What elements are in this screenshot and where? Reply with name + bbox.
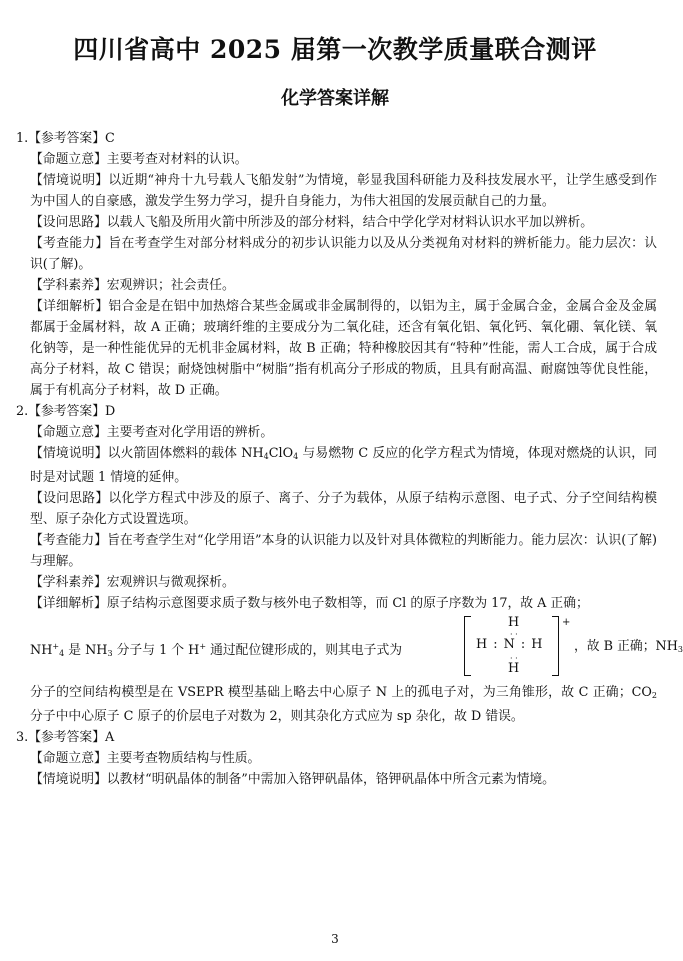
paragraph: 【学科素养】宏观辨识；社会责任。 <box>30 278 235 293</box>
text-run: 与易燃物 C 反应的化学方程式为情境，体现对燃烧的认识，同时是对试题 1 情境的延伸。 <box>30 446 657 485</box>
document-body <box>16 128 683 790</box>
electron-formula-line <box>30 614 683 682</box>
text-run: $NH^+_4$ 是 $NH_3$ 分子与 1 个 H+ 通过配位键形成的，则其电子式为 <box>30 642 403 658</box>
question-1 <box>16 128 657 401</box>
paragraph: 【情境说明】以近期“神舟十九号载人飞船发射”为情境，彰显我国科研能力及科技发展水平，让学生感受到作为中国人的自豪感，激发学生努力学习，提升自身能力，为伟大祖国的发展贡献自己的力量。 <box>30 173 657 209</box>
paragraph: 【命题立意】主要考查对材料的认识。 <box>30 152 248 167</box>
paragraph: 【设问思路】以载人飞船及所用火箭中所涉及的部分材料，结合中学化学对材料认识水平加以辨析。 <box>30 215 594 230</box>
answer-key-2: 2.【参考答案】D <box>16 404 116 419</box>
paragraph: 【情境说明】以教材“明矾晶体的制备”中需加入铬钾矾晶体，铬钾矾晶体中所含元素为情境。 <box>30 772 555 787</box>
paragraph: 【详细解析】铝合金是在铝中加热熔合某些金属或非金属制得的，以铝为主，属于金属合金，金属合金及金属都属于金属材料，故 A 正确；玻璃纤维的主要成分为二氧化硅，还含有氧化铝、氧化钙、氧化硼、氧化镁、氧化钠等，是一种性能优异的无机非金属材料，故 B 正确；特种橡胶因其有“特种”性能，需人工合成，属于合成高分子材料，故 C 错误；耐烧蚀树脂中“树脂”指有机高分子形成的物质，且具有耐高温、耐腐蚀等优良性能，属于有机高分子材料，故 D 正确。 <box>30 299 657 398</box>
electron-pair-top: · · <box>510 630 518 639</box>
paragraph: 【详细解析】原子结构示意图要求质子数与核外电子数相等，而 Cl 的原子序数为 17，故 A 正确； <box>30 596 589 611</box>
hydrogen-top: H <box>508 615 520 630</box>
text-run: 分子的空间结构模型是在 VSEPR 模型基础上略去中心原子 N 上的孤电子对，为三角锥形，故 C 正确；CO <box>30 685 652 700</box>
subscript: 4 <box>263 452 269 461</box>
text-run: 【情境说明】以火箭固体燃料的载体 NH <box>30 446 264 461</box>
paragraph: 【考查能力】旨在考查学生对“化学用语”本身的认识能力以及针对具体微粒的判断能力。能力层次：认识(了解)与理解。 <box>30 533 657 569</box>
electron-pair-bottom: · · <box>510 654 518 663</box>
subscript: 2 <box>651 691 657 700</box>
charge-plus: + <box>562 617 571 628</box>
page-number: 3 <box>331 932 339 946</box>
text-run: 分子中中心原子 C 原子的价层电子对数为 2，则其杂化方式应为 sp 杂化，故 D 错误。 <box>30 709 524 724</box>
left-bracket <box>464 616 471 676</box>
answer-key-1: 1.【参考答案】C <box>16 131 115 146</box>
question-3 <box>16 727 657 790</box>
hydrogen-bottom: H <box>508 661 520 676</box>
page-subtitle: 化学答案详解 <box>281 88 389 109</box>
subscript: 4 <box>293 452 299 461</box>
page-title: 四川省高中 2025 届第一次教学质量联合测评 <box>73 35 597 64</box>
ammonium-electron-formula <box>464 612 574 680</box>
question-2 <box>16 401 683 727</box>
paragraph: 【设问思路】以化学方程式中涉及的原子、离子、分子为载体，从原子结构示意图、电子式、分子空间结构模型、原子杂化方式设置选项。 <box>30 491 657 527</box>
paragraph <box>30 682 657 727</box>
lewis-middle-row: H : N : H <box>476 637 544 652</box>
text-run: ClO <box>268 446 294 461</box>
answer-key-3: 3.【参考答案】A <box>16 730 115 745</box>
paragraph: 【学科素养】宏观辨识与微观探析。 <box>30 575 235 590</box>
paragraph <box>30 443 657 488</box>
text-run: ，故 B 正确；$NH_3$ <box>574 639 683 654</box>
right-bracket <box>552 616 559 676</box>
paragraph: 【考查能力】旨在考查学生对部分材料成分的初步认识能力以及从分类视角对材料的辨析能力。能力层次：认识(了解)。 <box>30 236 657 272</box>
paragraph: 【命题立意】主要考查对化学用语的辨析。 <box>30 425 274 440</box>
paragraph: 【命题立意】主要考查物质结构与性质。 <box>30 751 261 766</box>
